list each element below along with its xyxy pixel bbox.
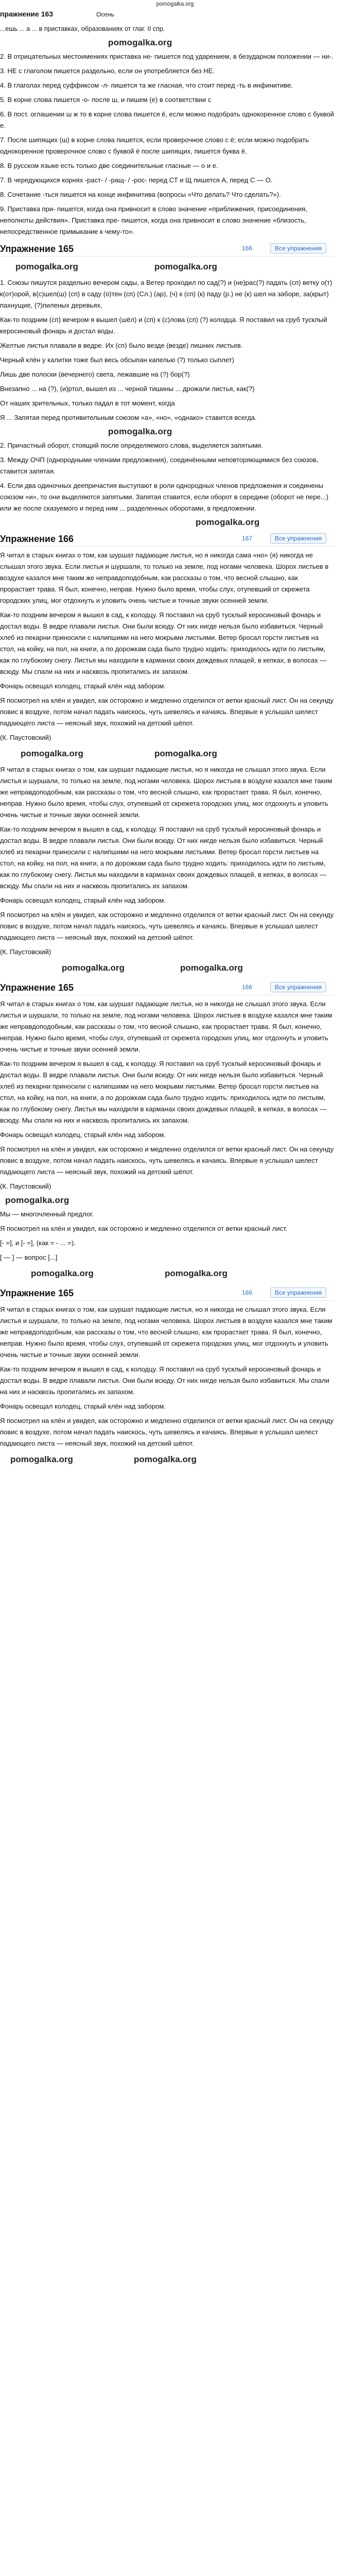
author: (К. Паустовский) (0, 948, 51, 956)
watermark-logo: pomogalka.org (154, 749, 217, 758)
exercise-paragraph: От наших зрительных, только падал в тот момент, когда (0, 399, 175, 407)
exercise-paragraph: Лишь две полоски (вечернего) света, лежавшие на (?) бор(?) (0, 370, 190, 378)
exercise-title: Упражнение 165 (0, 1288, 74, 1298)
exercise-paragraph: Внезапно ... на (?), (и)ртол, вышел из ... черной тишины ... дрожали листья, как(?) (0, 385, 255, 393)
exercise-paragraph: Я посмотрел на клён и увидел, как осторожно и медленно отделился от ветки красный лист. Он на секунду повис в воздухе, потом начал падать наискось, чуть шевелясь и качаясь. Впервые я услышал шелест падающего листа — неясный звук, похожий на детский шёпот. (0, 697, 334, 727)
exercise-166-header (0, 532, 335, 547)
exercise-paragraph: Я посмотрел на клён и увидел, как осторожно и медленно отделился от ветки красный лист. Он на секунду повис в воздухе, потом начал падать наискось, чуть шевелясь и качаясь. Впервые я услышал шелест падающего листа — неясный звук, похожий на детский шёпот. (0, 911, 334, 941)
watermark-logo: pomogalka.org (165, 1268, 227, 1278)
watermark-logo: pomogalka.org (108, 427, 172, 436)
exercise-number-link[interactable]: 167 (242, 535, 253, 542)
rule-item: 7. После шипящих (ш) в корне слова пишется, если проверочное слово с ё; если можно подобрать однокоренное проверочное слово с буквой ё после шипящих, пишется буква ё. (0, 136, 309, 155)
exercise-title: Упражнение 165 (0, 982, 74, 993)
site-domain-header[interactable]: pomogalka.org (156, 1, 194, 7)
watermark-row (0, 747, 335, 762)
fragment-heading-text: пражнение 163 (0, 10, 54, 18)
rule-item: 4. В глаголах перед суффиксом -л- пишется та же гласная, что стоит перед -ть в инфинитиве. (0, 81, 293, 89)
exercise-paragraph: Я посмотрел на клён и увидел, как осторожно и медленно отделился от ветки красный лист. Он на секунду повис в воздухе, потом начал падать наискось, чуть шевелясь и качаясь. Впервые я услышал шелест падающего листа — неясный звук, похожий на детский шёпот. (0, 1145, 334, 1176)
exercise-paragraph: 1. Союзы пишутся раздельно вечером сады, а Ветер проходил по сад(?) и (не)рас(?) падать (сп) ветку о(т) к(от)орой, в(с)шел(ш) (сп) в саду (о)тен (сп) (Сл.) (ар), (ч) к (сп) (к) паду (р.) не (к) шел на заборе, за(крыт) пахнущие, (?)пиленых деревьях, (0, 279, 332, 309)
exercise-paragraph: Я читал в старых книгах о том, как шуршат падающие листья, но я никогда не слышал этого звука. Если листья и шуршали, то только на земле, под ногами человека. Шорох листьев в воздухе казался мне таким же неправдоподобным, как рассказы о том, что весной слышно, как прорастает трава. Я был, конечно, неправ. Нужно было время, чтобы слух, отупевший от скрежета городских улиц, мог отдохнуть и уловить очень чистые и точные звуки осенней земли. (0, 766, 332, 819)
exercise-number-link[interactable]: 166 (242, 1289, 253, 1296)
rule-item: 5. В корне слова пишется -о- после ш, и пишем (е) в соответствии с (0, 96, 212, 104)
exercise-note: Я посмотрел на клён и увидел, как осторожно и медленно отделился от ветки красный лист. (0, 1225, 288, 1232)
exercise-165-second-text (0, 998, 335, 1178)
rule-item: 6. В пост. оглашении ш ж то в корне слова пишется ё, если можно подобрать однокоренное слово с буквой е. (0, 110, 334, 129)
exercise-paragraph: Как-то поздним (сп) вечером я вышел (шёл) и (сп) к (с)лова (сп) (?) колодца. Я поставил на сруб тусклый керосиновый фонарь и достал воды. (0, 316, 327, 335)
exercise-paragraph: Я посмотрел на клён и увидел, как осторожно и медленно отделился от ветки красный лист. Он на секунду повис в воздухе, потом начал падать наискось, чуть шевелясь и качаясь. Впервые я услышал шелест падающего листа — неясный звук, похожий на детский шёпот. (0, 1417, 334, 1447)
exercise-paragraph: Как-то поздним вечером я вышел в сад, к колодцу. Я поставил на сруб тусклый керосиновый фонарь и достал воды. В ведре плавали листья. Они были всюду. От них нигде нельзя было избавиться. Мы спали на них и насквозь пропитались их запахом. (0, 1365, 329, 1396)
exercise-165-notes (0, 1209, 335, 1263)
author: (К. Паустовский) (0, 734, 51, 741)
watermark-logo: pomogalka.org (31, 1268, 94, 1278)
exercise-166-text (0, 550, 335, 729)
fragment-line: ...ешь ... а ... в приставках, образованиях от глаг. II спр. (0, 25, 165, 32)
exercise-165-text (0, 277, 335, 423)
watermark-logo: pomogalka.org (62, 963, 125, 973)
watermark-logo: pomogalka.org (134, 1454, 197, 1464)
rule-item: 3. НЕ с глаголом пишется раздельно, если он употребляется без НЕ. (0, 67, 215, 75)
fragment-season: Осень (96, 11, 114, 18)
exercise-paragraph: Как-то поздним вечером я вышел в сад, к колодцу. Я поставил на сруб тусклый керосиновый фонарь и достал воды. В ведре плавали листья. Они были всюду. От них нигде нельзя было избавиться. Черный хлеб из пекарни приносили с налипшими на него мокрыми листьями. Ветер бросал горсти листьев на стол, на койку, на пол, на книги, а по дорожкам сада было трудно ходить: приходилось идти по листьям, как по глубокому снегу. Листья мы находили в карманах своих дождевых плащей, в кепках, в волосах — всюду. Мы спали на них и насквозь пропитались их запахом. (0, 825, 327, 890)
exercise-note: [- =], и [- =], (как = - ... =). (0, 1239, 76, 1247)
exercise-paragraph: Фонарь освещал колодец, старый клён над забором. (0, 1131, 166, 1139)
exercise-title: Упражнение 166 (0, 534, 74, 544)
all-exercises-button[interactable]: Все упражнения (270, 982, 326, 992)
exercise-number-link[interactable]: 166 (242, 984, 253, 991)
watermark-logo: pomogalka.org (108, 38, 172, 47)
exercise-number-link[interactable]: 166 (242, 245, 253, 252)
exercise-paragraph: Я ... Запятая перед противительным союзом «а», «но», «однако» ставится всегда. (0, 414, 257, 421)
all-exercises-button[interactable]: Все упражнения (270, 243, 326, 253)
exercise-165-third-text (0, 1304, 335, 1449)
exercise-paragraph: Как-то поздним вечером я вышел в сад, к колодцу. Я поставил на сруб тусклый керосиновый фонарь и достал воды. В ведре плавали листья. Они были всюду. От них нигде нельзя было избавиться. Черный хлеб из пекарни приносили с налипшими на него мокрыми листьями. Ветер бросал горсти листьев на стол, на койку, на пол, на книги, а по дорожкам сада было трудно ходить: приходилось идти по листьям, как по глубокому снегу. Листья мы находили в карманах своих дождевых плащей, в кепках, в волосах — всюду. Мы спали на них и насквозь пропитались их запахом. (0, 611, 327, 675)
exercise-paragraph: Как-то поздним вечером я вышел в сад, к колодцу. Я поставил на сруб тусклый керосиновый фонарь и достал воды. В ведре плавали листья. Они были всюду. От них нигде нельзя было избавиться. Черный хлеб из пекарни приносили с налипшими на него мокрыми листьями. Ветер бросал горсти листьев на стол, на койку, на пол, на книги, а по дорожкам сада было трудно ходить: приходилось идти по листьям, как по глубокому снегу. Листья мы находили в карманах своих дождевых плащей, в кепках, в волосах — всюду. Мы спали на них и насквозь пропитались их запахом. (0, 1060, 327, 1124)
rule-item: 2. В отрицательных местоимениях приставка не- пишется под ударением, в безударном положении — ни-. (0, 53, 334, 60)
exercise-paragraph: Черный клён у калитки тоже был весь обсыпан капелью (?) только сыплет) (0, 356, 234, 364)
fragment-heading (0, 8, 335, 20)
exercise-paragraph: Фонарь освещал колодец, старый клён над забором. (0, 682, 166, 690)
exercise-paragraph: Фонарь освещал колодец, старый клён над забором. (0, 896, 166, 904)
rule-item: 4. Если два одиночных деепричастия выступают в роли однородных членов предложения и соединены союзом «и», то они выделяются запятыми. Запятая ставится, если оборот в середине (оборот не пере...) или же после сказуемого и перед ним ... разделенных оборотами, в предложении. (0, 482, 328, 512)
exercise-165-header (0, 242, 335, 257)
watermark-logo: pomogalka.org (5, 1195, 69, 1205)
watermark-row (0, 1452, 335, 1468)
exercise-note: Мы — многочленный предлог. (0, 1210, 94, 1218)
rules-list-2 (0, 440, 335, 514)
rule-item: 2. Причастный оборот, стоящий после определяемого слова, выделяется запятыми. (0, 442, 263, 449)
watermark-row (0, 961, 335, 976)
exercise-165-header-3 (0, 1286, 335, 1301)
rule-item: 3. Между ОЧП (однородными членами предложения), соединёнными неповторяющимися без союзов, ставится запятая. (0, 456, 319, 475)
all-exercises-button[interactable]: Все упражнения (270, 533, 326, 544)
watermark-row (0, 260, 335, 275)
rules-list (0, 51, 335, 238)
all-exercises-button[interactable]: Все упражнения (270, 1287, 326, 1298)
exercise-paragraph: Желтые листья плавали в ведре. Их (сп) было везде (везде) лишних листьев. (0, 342, 243, 349)
watermark-logo: pomogalka.org (15, 262, 78, 272)
watermark-logo: pomogalka.org (196, 517, 260, 527)
exercise-note: [ — ] — вопрос [...] (0, 1253, 58, 1261)
rule-item: 7. В чередующихся корнях -раст- / -ращ- / -рос- перед СТ и Щ пишется А, перед С — О. (0, 176, 273, 184)
watermark-logo: pomogalka.org (10, 1454, 73, 1464)
rule-item: 8. Сочетание -ться пишется на конце инфинитива (вопросы «Что делать? Что сделать?»). (0, 191, 281, 198)
rule-item: 9. Приставка при- пишется, когда она привносит в слово значение «приближения, присоединения, неполноты действия». Приставка пре- пишется, когда она привносит в слово значение «близость, непосредственное примыкание к чему-то». (0, 205, 307, 235)
watermark-logo: pomogalka.org (154, 262, 217, 272)
watermark-row (0, 1266, 335, 1282)
exercise-paragraph: Я читал в старых книгах о том, как шуршат падающие листья, но я никогда не слышал этого звука. Если листья и шуршали, то только на земле, под ногами человека. Шорох листьев в воздухе казался мне таким же неправдоподобным, как рассказы о том, что весной слышно, как прорастает трава. Я был, конечно, неправ. Нужно было время, чтобы слух, отупевший от скрежета городских улиц, мог отдохнуть и уловить очень чистые и точные звуки осенней земли. (0, 1306, 332, 1359)
exercise-paragraph: Я читал в старых книгах о том, как шуршат падающие листья, но я никогда не слышал этого звука. Если листья и шуршали, то только на земле, под ногами человека. Шорох листьев в воздухе казался мне таким же неправдоподобным, как рассказы о том, что весной слышно, как прорастает трава. Я был, конечно, неправ. Нужно было время, чтобы слух, отупевший от скрежета городских улиц, мог отдохнуть и уловить очень чистые и точные звуки осенней земли. (0, 1000, 332, 1053)
watermark-logo: pomogalka.org (21, 749, 83, 758)
exercise-paragraph: Я читал в старых книгах о том, как шуршат падающие листья, но я никогда сама «но» (я) никогда не слышал этого звука. Если листья и шуршали, то только на земле, под ногами человека. Шорох листьев в воздухе казался мне таким же неправдоподобным, как рассказы о том, что весной слышно, как прорастает трава. Я был, конечно, неправ. Нужно было время, чтобы слух, отупевший от скрежета городских улиц, мог отдохнуть и уловить очень чистые и точные звуки осенней земли. (0, 551, 329, 604)
page-content (0, 8, 350, 1470)
watermark-logo: pomogalka.org (180, 963, 243, 973)
rule-item: 8. В русском языке есть только две соединительные гласные — о и е. (0, 162, 218, 170)
exercise-166-repeat-text (0, 764, 335, 943)
exercise-title: Упражнение 165 (0, 244, 74, 254)
exercise-paragraph: Фонарь освещал колодец, старый клён над забором. (0, 1402, 166, 1410)
author: (К. Паустовский) (0, 1182, 51, 1190)
exercise-165-header-2 (0, 980, 335, 995)
